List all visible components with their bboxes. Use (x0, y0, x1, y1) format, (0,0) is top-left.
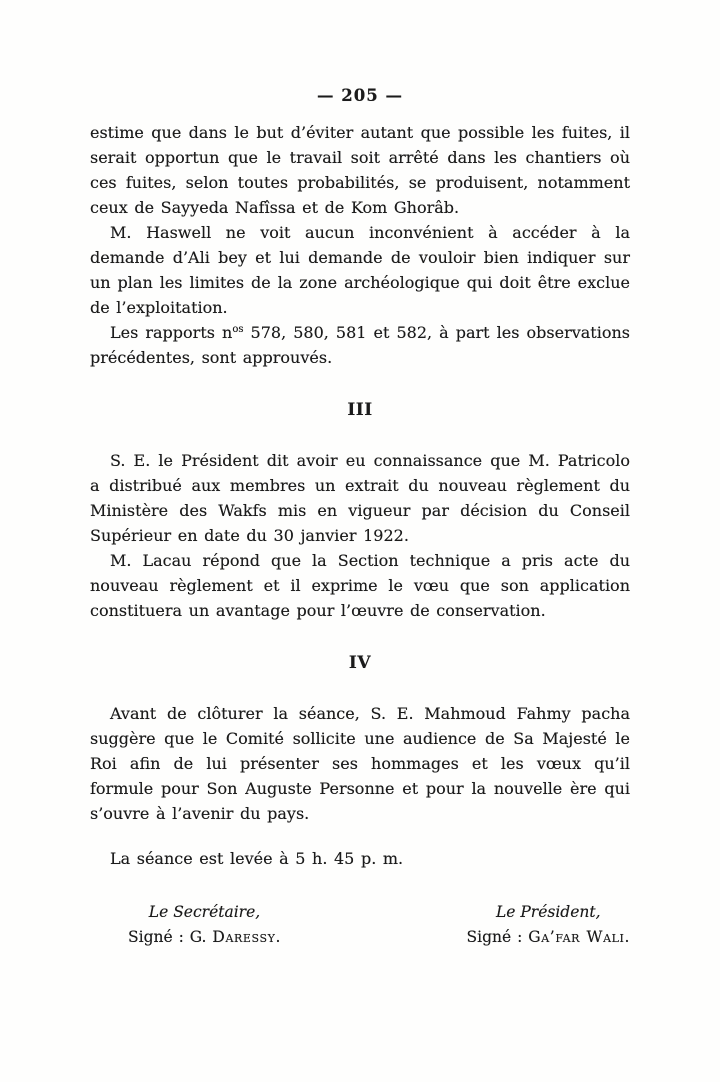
paragraph-lacau: M. Lacau répond que la Section technique a pris acte du nouveau règlement et il exprime le vœu que son application constituera un avantage pour l’œuvre de conservation. (90, 551, 630, 620)
secretary-role: Le Secrétaire, (148, 903, 261, 921)
secretary-signed-line (128, 927, 281, 947)
secretary-name: Daressy. (212, 928, 281, 946)
president-signed-prefix: Signé : (466, 928, 529, 946)
signature-block (90, 902, 630, 947)
section-heading-iii: III (347, 400, 373, 420)
paragraph-continuation: estime que dans le but d’éviter autant que possible les fuites, il serait opportun que le travail soit arrêté dans les chantiers où ces fuites, selon toutes probabilités, se produisent, notamment ceux de Sayyeda Nafîssa et de Kom Ghorâb. (90, 123, 630, 217)
page-body (90, 120, 630, 871)
paragraph-president-wakfs: S. E. le Président dit avoir eu connaissance que M. Patricolo a distribué aux membres un extrait du nouveau règlement du Ministère des Wakfs mis en vigueur par décision du Conseil Supérieur en date du 30 janvier 1922. (90, 451, 630, 545)
paragraph-haswell: M. Haswell ne voit aucun inconvénient à accéder à la demande d’Ali bey et lui demande de vouloir bien indiquer sur un plan les limites de la zone archéologique qui doit être exclue de l’exploitation. (90, 223, 630, 317)
rapports-text-prefix: Les rapports n (110, 323, 233, 342)
president-role: Le Président, (495, 903, 601, 921)
ordinal-superscript: os (232, 324, 244, 335)
rapports-text-rest: 578, 580, 581 et 582, à part les observations précédentes, sont approuvés. (90, 323, 630, 367)
paragraph-mahmoud-fahmy: Avant de clôturer la séance, S. E. Mahmoud Fahmy pacha suggère que le Comité sollicite une audience de Sa Majesté le Roi afin de lui présenter ses hommages et les vœux qu’il formule pour Son Auguste Personne et pour la nouvelle ère qui s’ouvre à l’avenir du pays. (90, 704, 630, 823)
president-signed-line (467, 927, 630, 947)
secretary-signed-prefix: Signé : G. (128, 928, 213, 946)
paragraph-rapports (90, 320, 630, 370)
signature-secretary (128, 902, 281, 947)
president-name: Ga’far Wali. (528, 928, 630, 946)
signature-president (467, 902, 630, 947)
page-number: — 205 — (317, 86, 403, 105)
section-heading-iv: IV (348, 653, 372, 673)
closing-line: La séance est levée à 5 h. 45 p. m. (110, 849, 404, 868)
